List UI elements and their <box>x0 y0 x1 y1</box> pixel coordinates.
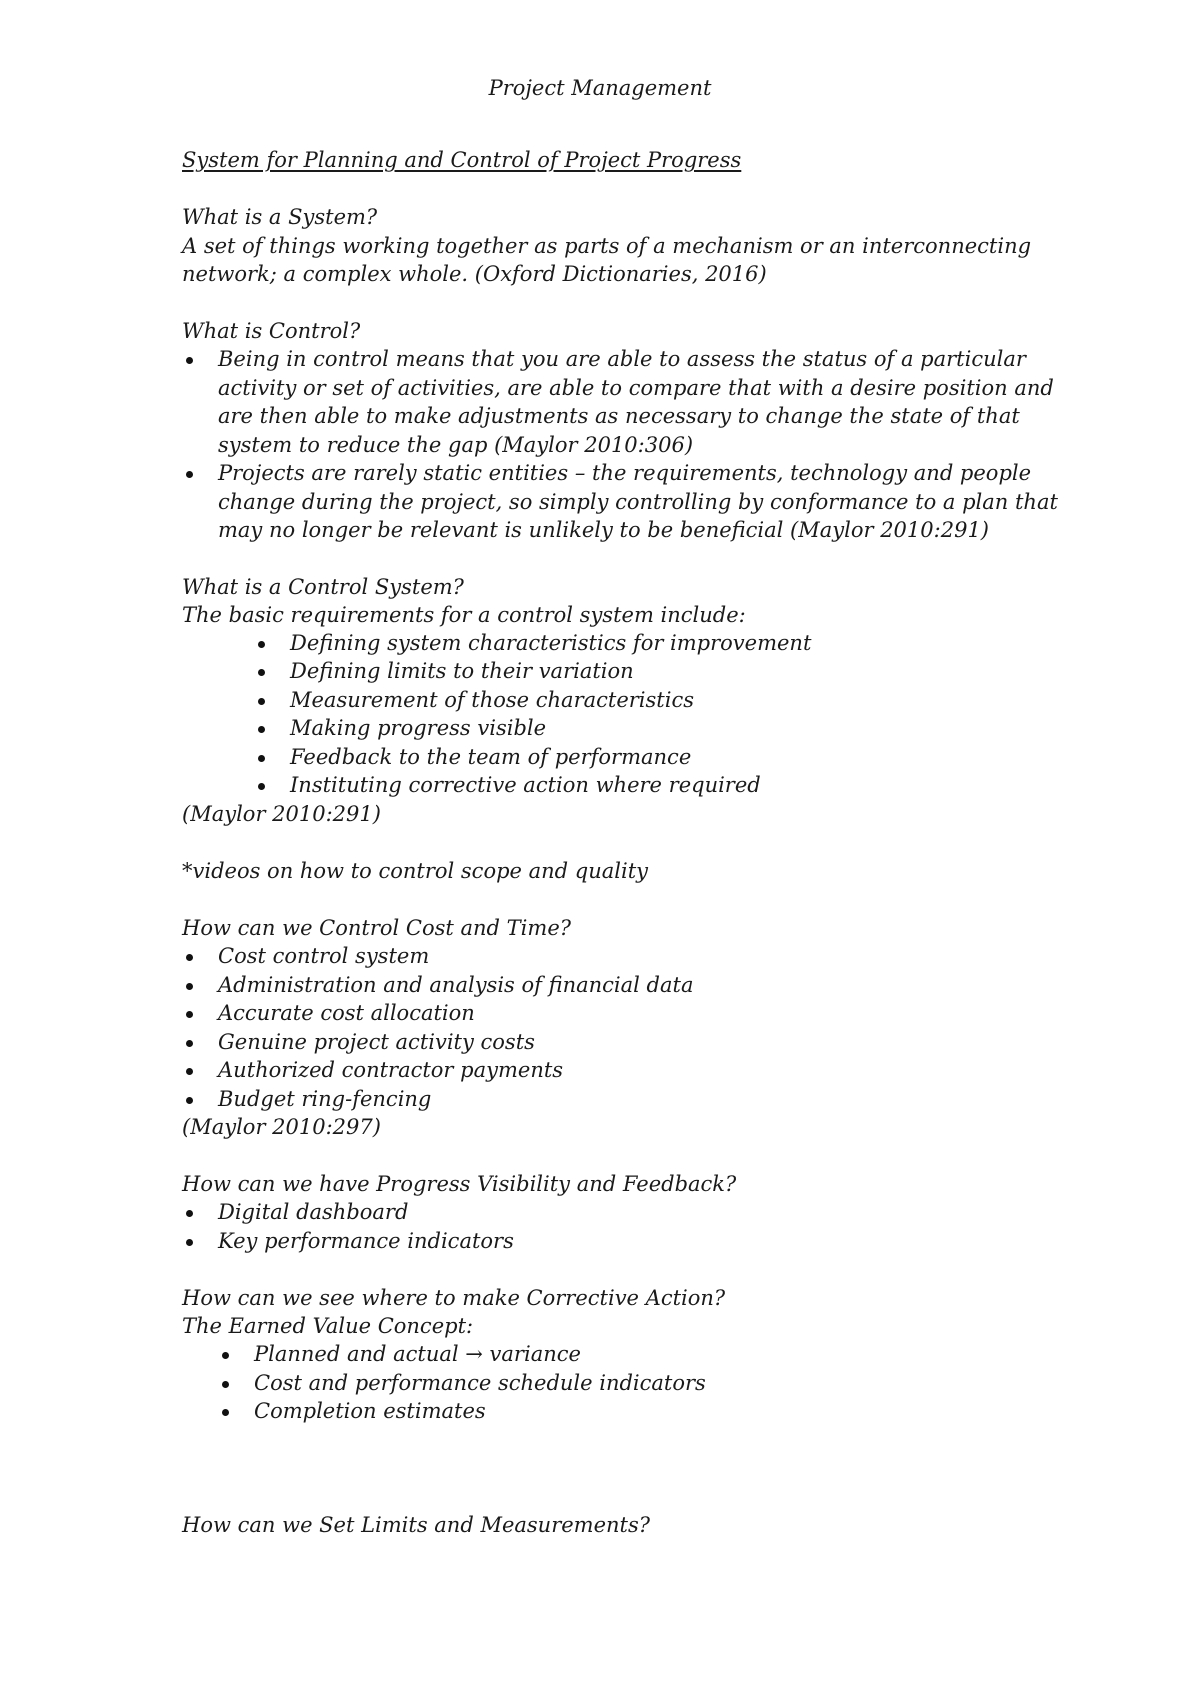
control-bullet-line: Being in control means that you are able to assess the status of a particular <box>218 347 1026 371</box>
control-bullet-line: system to reduce the gap (Maylor 2010:306) <box>218 433 694 457</box>
requirement-item: Instituting corrective action where required <box>290 773 761 797</box>
bullet-icon <box>258 641 265 648</box>
system-definition-line: A set of things working together as parts of a mechanism or an interconnecting <box>182 234 1032 258</box>
cost-time-item: Cost control system <box>218 944 430 968</box>
cost-time-question: How can we Control Cost and Time? <box>182 916 572 940</box>
bullet-icon <box>186 983 193 990</box>
bullet-icon <box>258 698 265 705</box>
bullet-icon <box>222 1409 229 1416</box>
bullet-icon <box>186 471 193 478</box>
videos-note: *videos on how to control scope and quality <box>182 859 649 883</box>
bullet-icon <box>258 783 265 790</box>
system-definition-line: network; a complex whole. (Oxford Dictionaries, 2016) <box>182 262 767 286</box>
citation: (Maylor 2010:297) <box>182 1115 381 1139</box>
bullet-icon <box>186 1011 193 1018</box>
cost-time-item: Budget ring-fencing <box>218 1087 432 1111</box>
document-title: Project Management <box>488 76 712 100</box>
cost-time-item: Genuine project activity costs <box>218 1030 535 1054</box>
control-system-intro: The basic requirements for a control system include: <box>182 603 746 627</box>
limits-question: How can we Set Limits and Measurements? <box>182 1513 650 1537</box>
bullet-icon <box>222 1352 229 1359</box>
system-question: What is a System? <box>182 205 378 229</box>
bullet-icon <box>258 726 265 733</box>
earned-value-item: Cost and performance schedule indicators <box>254 1371 706 1395</box>
visibility-item: Key performance indicators <box>218 1229 514 1253</box>
cost-time-item: Authorized contractor payments <box>218 1058 564 1082</box>
bullet-icon <box>186 1210 193 1217</box>
earned-value-item: Planned and actual → variance <box>254 1342 581 1366</box>
requirement-item: Defining limits to their variation <box>290 659 634 683</box>
bullet-icon <box>186 1040 193 1047</box>
control-bullet-line: Projects are rarely static entities – the requirements, technology and people <box>218 461 1032 485</box>
section-heading: System for Planning and Control of Project Progress <box>182 148 742 172</box>
control-bullet-line: change during the project, so simply controlling by conformance to a plan that <box>218 490 1058 514</box>
bullet-icon <box>186 1239 193 1246</box>
cost-time-item: Accurate cost allocation <box>218 1001 475 1025</box>
bullet-icon <box>186 1068 193 1075</box>
control-bullet-line: activity or set of activities, are able to compare that with a desire position and <box>218 376 1054 400</box>
visibility-question: How can we have Progress Visibility and Feedback? <box>182 1172 737 1196</box>
earned-value-item: Completion estimates <box>254 1399 486 1423</box>
bullet-icon <box>222 1381 229 1388</box>
visibility-item: Digital dashboard <box>218 1200 409 1224</box>
bullet-icon <box>186 954 193 961</box>
control-bullet-line: are then able to make adjustments as necessary to change the state of that <box>218 404 1020 428</box>
bullet-icon <box>186 1097 193 1104</box>
cost-time-item: Administration and analysis of financial data <box>218 973 694 997</box>
control-question: What is Control? <box>182 319 361 343</box>
bullet-icon <box>258 669 265 676</box>
bullet-icon <box>186 357 193 364</box>
bullet-icon <box>258 755 265 762</box>
requirement-item: Defining system characteristics for improvement <box>290 631 812 655</box>
citation: (Maylor 2010:291) <box>182 802 381 826</box>
corrective-question: How can we see where to make Corrective Action? <box>182 1286 726 1310</box>
corrective-intro: The Earned Value Concept: <box>182 1314 474 1338</box>
requirement-item: Measurement of those characteristics <box>290 688 694 712</box>
control-system-question: What is a Control System? <box>182 575 464 599</box>
requirement-item: Making progress visible <box>290 716 547 740</box>
control-bullet-line: may no longer be relevant is unlikely to be beneficial (Maylor 2010:291) <box>218 518 989 542</box>
requirement-item: Feedback to the team of performance <box>290 745 692 769</box>
